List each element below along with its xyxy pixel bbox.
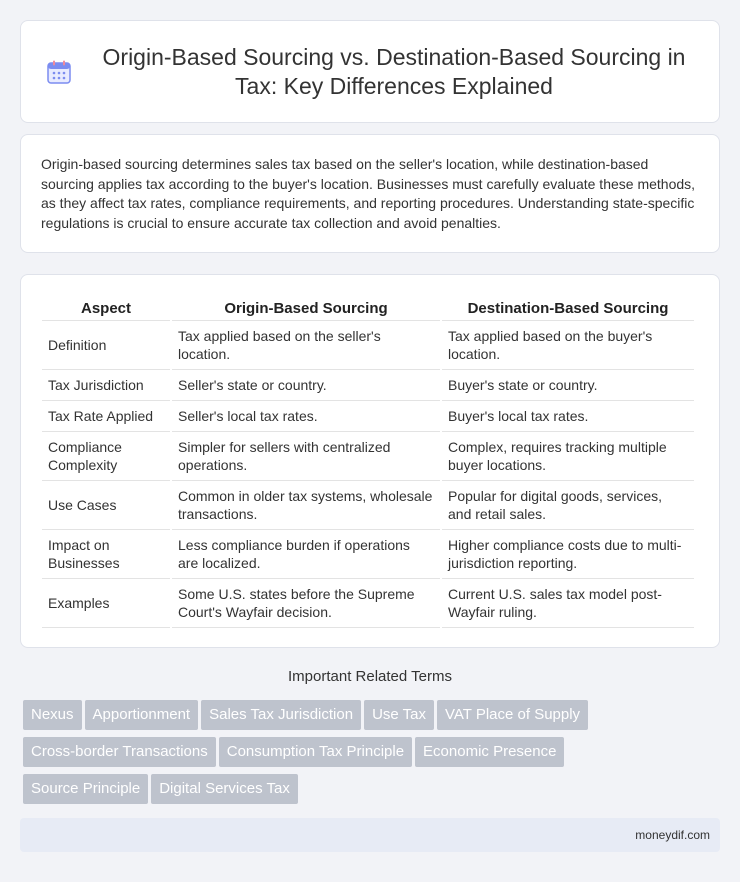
cell-origin: Seller's local tax rates. (172, 401, 440, 432)
cell-origin: Seller's state or country. (172, 370, 440, 401)
tag-sales-tax-jurisdiction[interactable]: Sales Tax Jurisdiction (201, 700, 361, 730)
table-header-row (42, 295, 694, 321)
related-terms-heading: Important Related Terms (288, 668, 452, 685)
table-row (42, 401, 694, 432)
tag-source-principle[interactable]: Source Principle (23, 774, 148, 804)
title-card (20, 20, 720, 123)
table-row (42, 579, 694, 628)
table-row (42, 370, 694, 401)
tag-apportionment[interactable]: Apportionment (85, 700, 199, 730)
header-aspect: Aspect (42, 295, 170, 321)
intro-card (20, 134, 720, 253)
table-card (20, 274, 720, 648)
cell-aspect: Compliance Complexity (42, 432, 170, 481)
cell-aspect: Impact on Businesses (42, 530, 170, 579)
tag-consumption-tax-principle[interactable]: Consumption Tax Principle (219, 737, 412, 767)
cell-aspect: Definition (42, 321, 170, 370)
cell-aspect: Examples (42, 579, 170, 628)
tag-economic-presence[interactable]: Economic Presence (415, 737, 564, 767)
cell-origin: Tax applied based on the seller's location. (172, 321, 440, 370)
cell-destination: Current U.S. sales tax model post-Wayfair ruling. (442, 579, 694, 628)
table-row (42, 432, 694, 481)
header-destination: Destination-Based Sourcing (442, 295, 694, 321)
cell-aspect: Use Cases (42, 481, 170, 530)
cell-destination: Complex, requires tracking multiple buyer locations. (442, 432, 694, 481)
header-origin: Origin-Based Sourcing (172, 295, 440, 321)
cell-destination: Higher compliance costs due to multi-jurisdiction reporting. (442, 530, 694, 579)
cell-destination: Popular for digital goods, services, and retail sales. (442, 481, 694, 530)
cell-destination: Buyer's local tax rates. (442, 401, 694, 432)
cell-origin: Common in older tax systems, wholesale transactions. (172, 481, 440, 530)
tag-nexus[interactable]: Nexus (23, 700, 82, 730)
cell-aspect: Tax Jurisdiction (42, 370, 170, 401)
cell-origin: Less compliance burden if operations are localized. (172, 530, 440, 579)
tag-digital-services-tax[interactable]: Digital Services Tax (151, 774, 298, 804)
cell-origin: Some U.S. states before the Supreme Court's Wayfair decision. (172, 579, 440, 628)
intro-paragraph: Origin-based sourcing determines sales tax based on the seller's location, while destination-based sourcing applies tax according to the buyer's location. Businesses must carefully evaluate these methods, as they affect tax rates, compliance requirements, and reporting procedures. Understanding state-specific regulations is crucial to ensure accurate tax collection and avoid penalties. (41, 156, 696, 231)
tag-vat-place-of-supply[interactable]: VAT Place of Supply (437, 700, 588, 730)
page-title: Origin-Based Sourcing vs. Destination-Based Sourcing in Tax: Key Differences Explained (102, 43, 686, 99)
title-wrap (46, 43, 694, 101)
related-terms-list (23, 700, 723, 811)
footer-site-link[interactable]: moneydif.com (635, 828, 710, 842)
calendar-icon (46, 59, 72, 85)
cell-origin: Simpler for sellers with centralized operations. (172, 432, 440, 481)
cell-destination: Tax applied based on the buyer's location. (442, 321, 694, 370)
cell-destination: Buyer's state or country. (442, 370, 694, 401)
table-row (42, 321, 694, 370)
cell-aspect: Tax Rate Applied (42, 401, 170, 432)
footer (20, 818, 720, 852)
table-row (42, 530, 694, 579)
tag-use-tax[interactable]: Use Tax (364, 700, 434, 730)
tag-cross-border-transactions[interactable]: Cross-border Transactions (23, 737, 216, 767)
comparison-table (40, 295, 696, 628)
table-row (42, 481, 694, 530)
